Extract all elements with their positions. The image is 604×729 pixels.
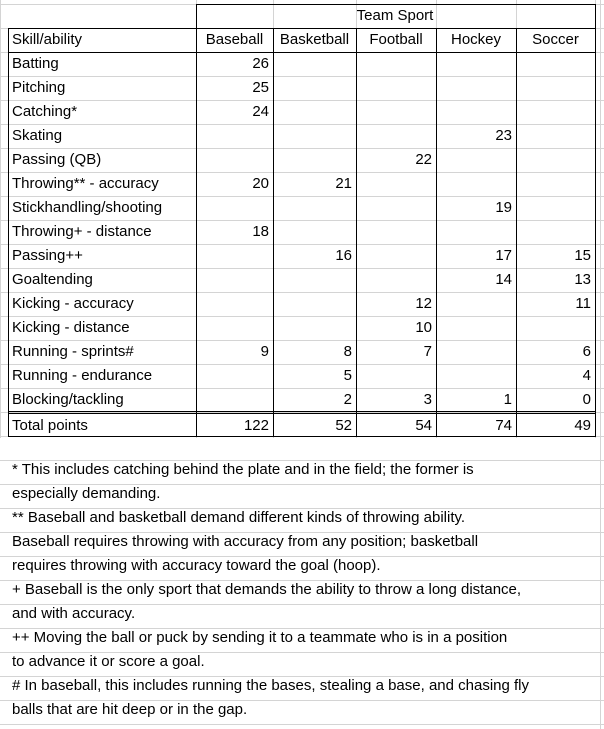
footnote-line: + Baseball is the only sport that demands the ability to throw a long distance, [12,581,522,598]
table-row-value: 8 [343,343,352,360]
table-row-label: Running - endurance [12,367,153,384]
gridline-col [600,0,601,729]
table-row-value: 17 [495,247,512,264]
table-row-value: 2 [343,391,352,408]
table-row-label: Throwing+ - distance [12,223,152,240]
table-row-value: 19 [495,199,512,216]
gridline-row [0,724,604,725]
border-line [595,4,596,437]
table-row-value: 26 [252,55,269,72]
sport-header-baseball: Baseball [205,31,264,48]
table-row-label: Running - sprints# [12,343,134,360]
footnote-line: ** Baseball and basketball demand different kinds of throwing ability. [12,509,466,526]
table-row-value: 16 [335,247,352,264]
footnote-line: to advance it or score a goal. [12,653,205,670]
footnote-line: especially demanding. [12,485,161,502]
table-row-value: 14 [495,271,512,288]
table-row-value: 23 [495,127,512,144]
table-row-label: Kicking - accuracy [12,295,134,312]
border-line [8,52,596,53]
table-row-value: 9 [260,343,269,360]
table-row-label: Passing++ [12,247,83,264]
gridline-row [0,76,604,77]
skill-ability-header: Skill/ability [12,31,83,48]
total-row-value: 54 [415,417,432,434]
footnote-line: and with accuracy. [12,605,136,622]
table-row-value: 0 [582,391,591,408]
sport-header-football: Football [369,31,423,48]
table-row-value: 6 [582,343,591,360]
table-row-label: Kicking - distance [12,319,130,336]
gridline-col [0,0,1,438]
table-row-value: 20 [252,175,269,192]
table-row-value: 3 [423,391,432,408]
total-row-value: 49 [574,417,591,434]
table-row-value: 11 [575,295,591,312]
footnote-line: balls that are hit deep or in the gap. [12,701,248,718]
border-line [8,28,9,437]
sport-header-hockey: Hockey [450,31,502,48]
total-row-label: Total points [12,417,88,434]
border-line [356,28,357,437]
sport-header-basketball: Basketball [279,31,350,48]
gridline-row [0,124,604,125]
table-row-label: Blocking/tackling [12,391,124,408]
team-sport-header: Team Sport [356,7,434,24]
total-row-value: 122 [243,417,269,434]
table-row-value: 21 [335,175,352,192]
total-row-value: 74 [495,417,512,434]
table-row-value: 5 [343,367,352,384]
table-row-value: 25 [252,79,269,96]
table-row-value: 12 [415,295,432,312]
table-row-label: Catching* [12,103,78,120]
footnote-line: requires throwing with accuracy toward the goal (hoop). [12,557,381,574]
table-row-value: 18 [252,223,269,240]
table-row-label: Stickhandling/shooting [12,199,163,216]
table-row-label: Pitching [12,79,66,96]
footnote-line: # In baseball, this includes running the bases, stealing a base, and chasing fly [12,677,530,694]
table-row-value: 15 [574,247,591,264]
table-row-value: 1 [503,391,512,408]
border-line [436,28,437,437]
gridline-row [0,100,604,101]
footnote-line: Baseball requires throwing with accuracy from any position; basketball [12,533,479,550]
table-row-value: 10 [415,319,432,336]
table-row-label: Throwing** - accuracy [12,175,159,192]
footnote-line: * This includes catching behind the plate and in the field; the former is [12,461,474,478]
table-row-value: 7 [423,343,432,360]
total-row-value: 52 [335,417,352,434]
table-row-value: 13 [574,271,591,288]
table-row-label: Passing (QB) [12,151,102,168]
footnote-line: ++ Moving the ball or puck by sending it to a teammate who is in a position [12,629,508,646]
table-row-value: 4 [582,367,591,384]
table-row-label: Batting [12,55,59,72]
table-row-value: 24 [252,103,269,120]
table-row-label: Skating [12,127,63,144]
table-row-value: 22 [415,151,432,168]
table-row-label: Goaltending [12,271,93,288]
sport-header-soccer: Soccer [532,31,579,48]
